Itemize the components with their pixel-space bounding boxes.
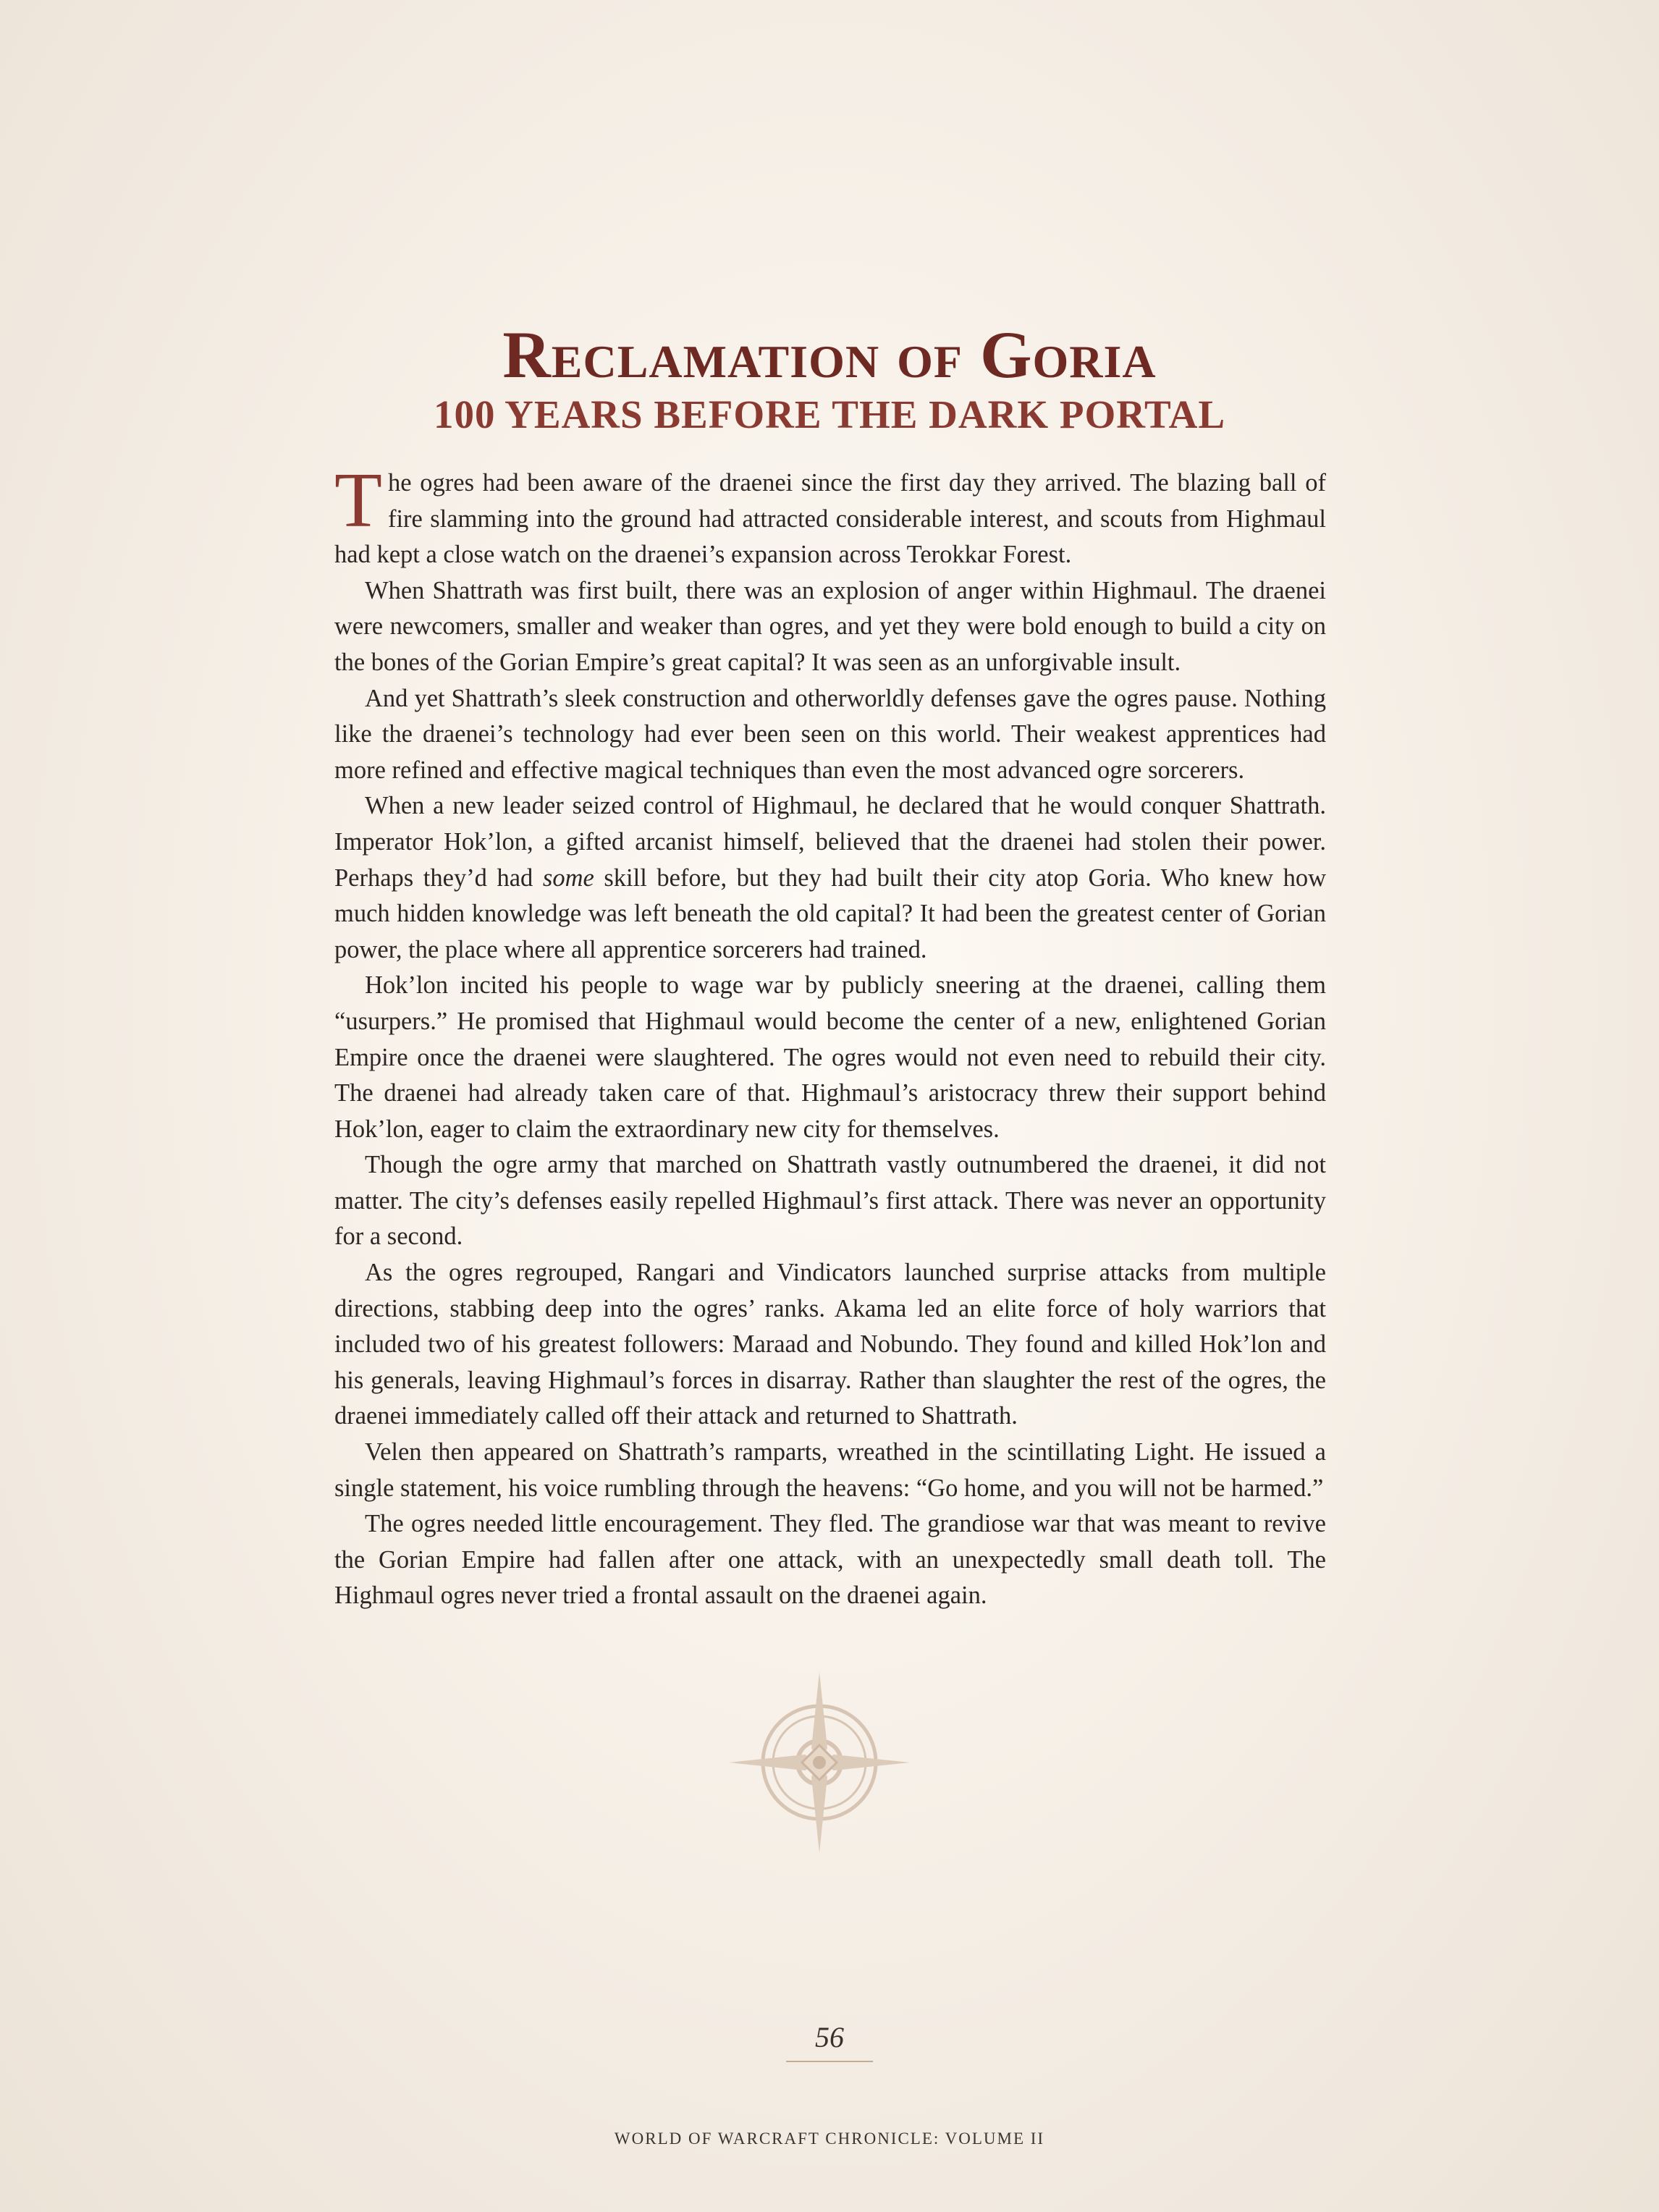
paragraph-7: As the ogres regrouped, Rangari and Vindicators launched surprise attacks from multiple directions, stabbing deep into the ogres’ ranks. Akama led an elite force of holy warriors that included two of his greatest followers: Maraad and Nobundo. They found and killed Hok’lon and his generals, leaving Highmaul’s forces in disarray. Rather than slaughter the rest of the ogres, the draenei immediately called off their attack and returned to Shattrath. [334,1259,1326,1430]
paragraph-9: The ogres needed little encouragement. They fled. The grandiose war that was meant to revive the Gorian Empire had fallen after one attack, with an unexpectedly small death toll. The Highmaul ogres never tried a frontal assault on the draenei again. [334,1510,1326,1610]
drop-cap: T [334,457,382,544]
chapter-title: Reclamation of Goria [502,318,1157,392]
paragraph-1-text: he ogres had been aware of the draenei since the first day they arrived. The blazing ball of fire slamming into the ground had attracted considerable interest, and scouts from Highmaul had kept a close watch on the draenei’s expansion across Terokkar Forest. [334,469,1326,569]
paragraph-4-text-a: When a new leader seized control of Highmaul, he declared that he would conquer Shattrath. Imperator Hok’lon, a gifted arcanist himself, believed that the draenei had stolen their power. Perhaps they’d had [334,792,1326,892]
chapter-body [334,457,1326,1614]
paragraph-1 [334,457,1326,573]
paragraph-4 [334,788,1326,968]
running-footer: WORLD OF WARCRAFT CHRONICLE: VOLUME II [614,2129,1045,2148]
paragraph-4-text-b: skill before, but they had built their city atop Goria. Who knew how much hidden knowledge was left beneath the old capital? It had been the greatest center of Gorian power, the place where all apprentice sorcerers had trained. [334,864,1326,963]
chapter-heading [0,318,1659,437]
page-number: 56 [815,2021,844,2053]
paragraph-8: Velen then appeared on Shattrath’s ramparts, wreathed in the scintillating Light. He issued a single statement, his voice rumbling through the heavens: “Go home, and you will not be harmed.” [334,1438,1326,1502]
paragraph-5: Hok’lon incited his people to wage war by publicly sneering at the draenei, calling them “usurpers.” He promised that Highmaul would become the center of a new, enlightened Gorian Empire once the draenei were slaughtered. The ogres would not even need to rebuild their city. The draenei had already taken care of that. Highmaul’s aristocracy threw their support behind Hok’lon, eager to claim the extraordinary new city for themselves. [334,971,1326,1143]
chapter-subtitle: 100 YEARS BEFORE THE DARK PORTAL [433,392,1226,436]
paragraph-6: Though the ogre army that marched on Shattrath vastly outnumbered the draenei, it did not matter. The city’s defenses easily repelled Highmaul’s first attack. There was never an opportunity for a second. [334,1151,1326,1251]
paragraph-3: And yet Shattrath’s sleek construction and otherworldly defenses gave the ogres pause. Nothing like the draenei’s technology had ever been seen on this world. Their weakest apprentices had more refined and effective magical techniques than even the most advanced ogre sorcerers. [334,684,1326,784]
compass-emblem-icon [729,1672,910,1853]
paragraph-2: When Shattrath was first built, there was an explosion of anger within Highmaul. The draenei were newcomers, smaller and weaker than ogres, and yet they were bold enough to build a city on the bones of the Gorian Empire’s great capital? It was seen as an unforgivable insult. [334,576,1326,676]
paragraph-4-emphasis: some [542,864,594,892]
page-number-rule [786,2061,873,2062]
